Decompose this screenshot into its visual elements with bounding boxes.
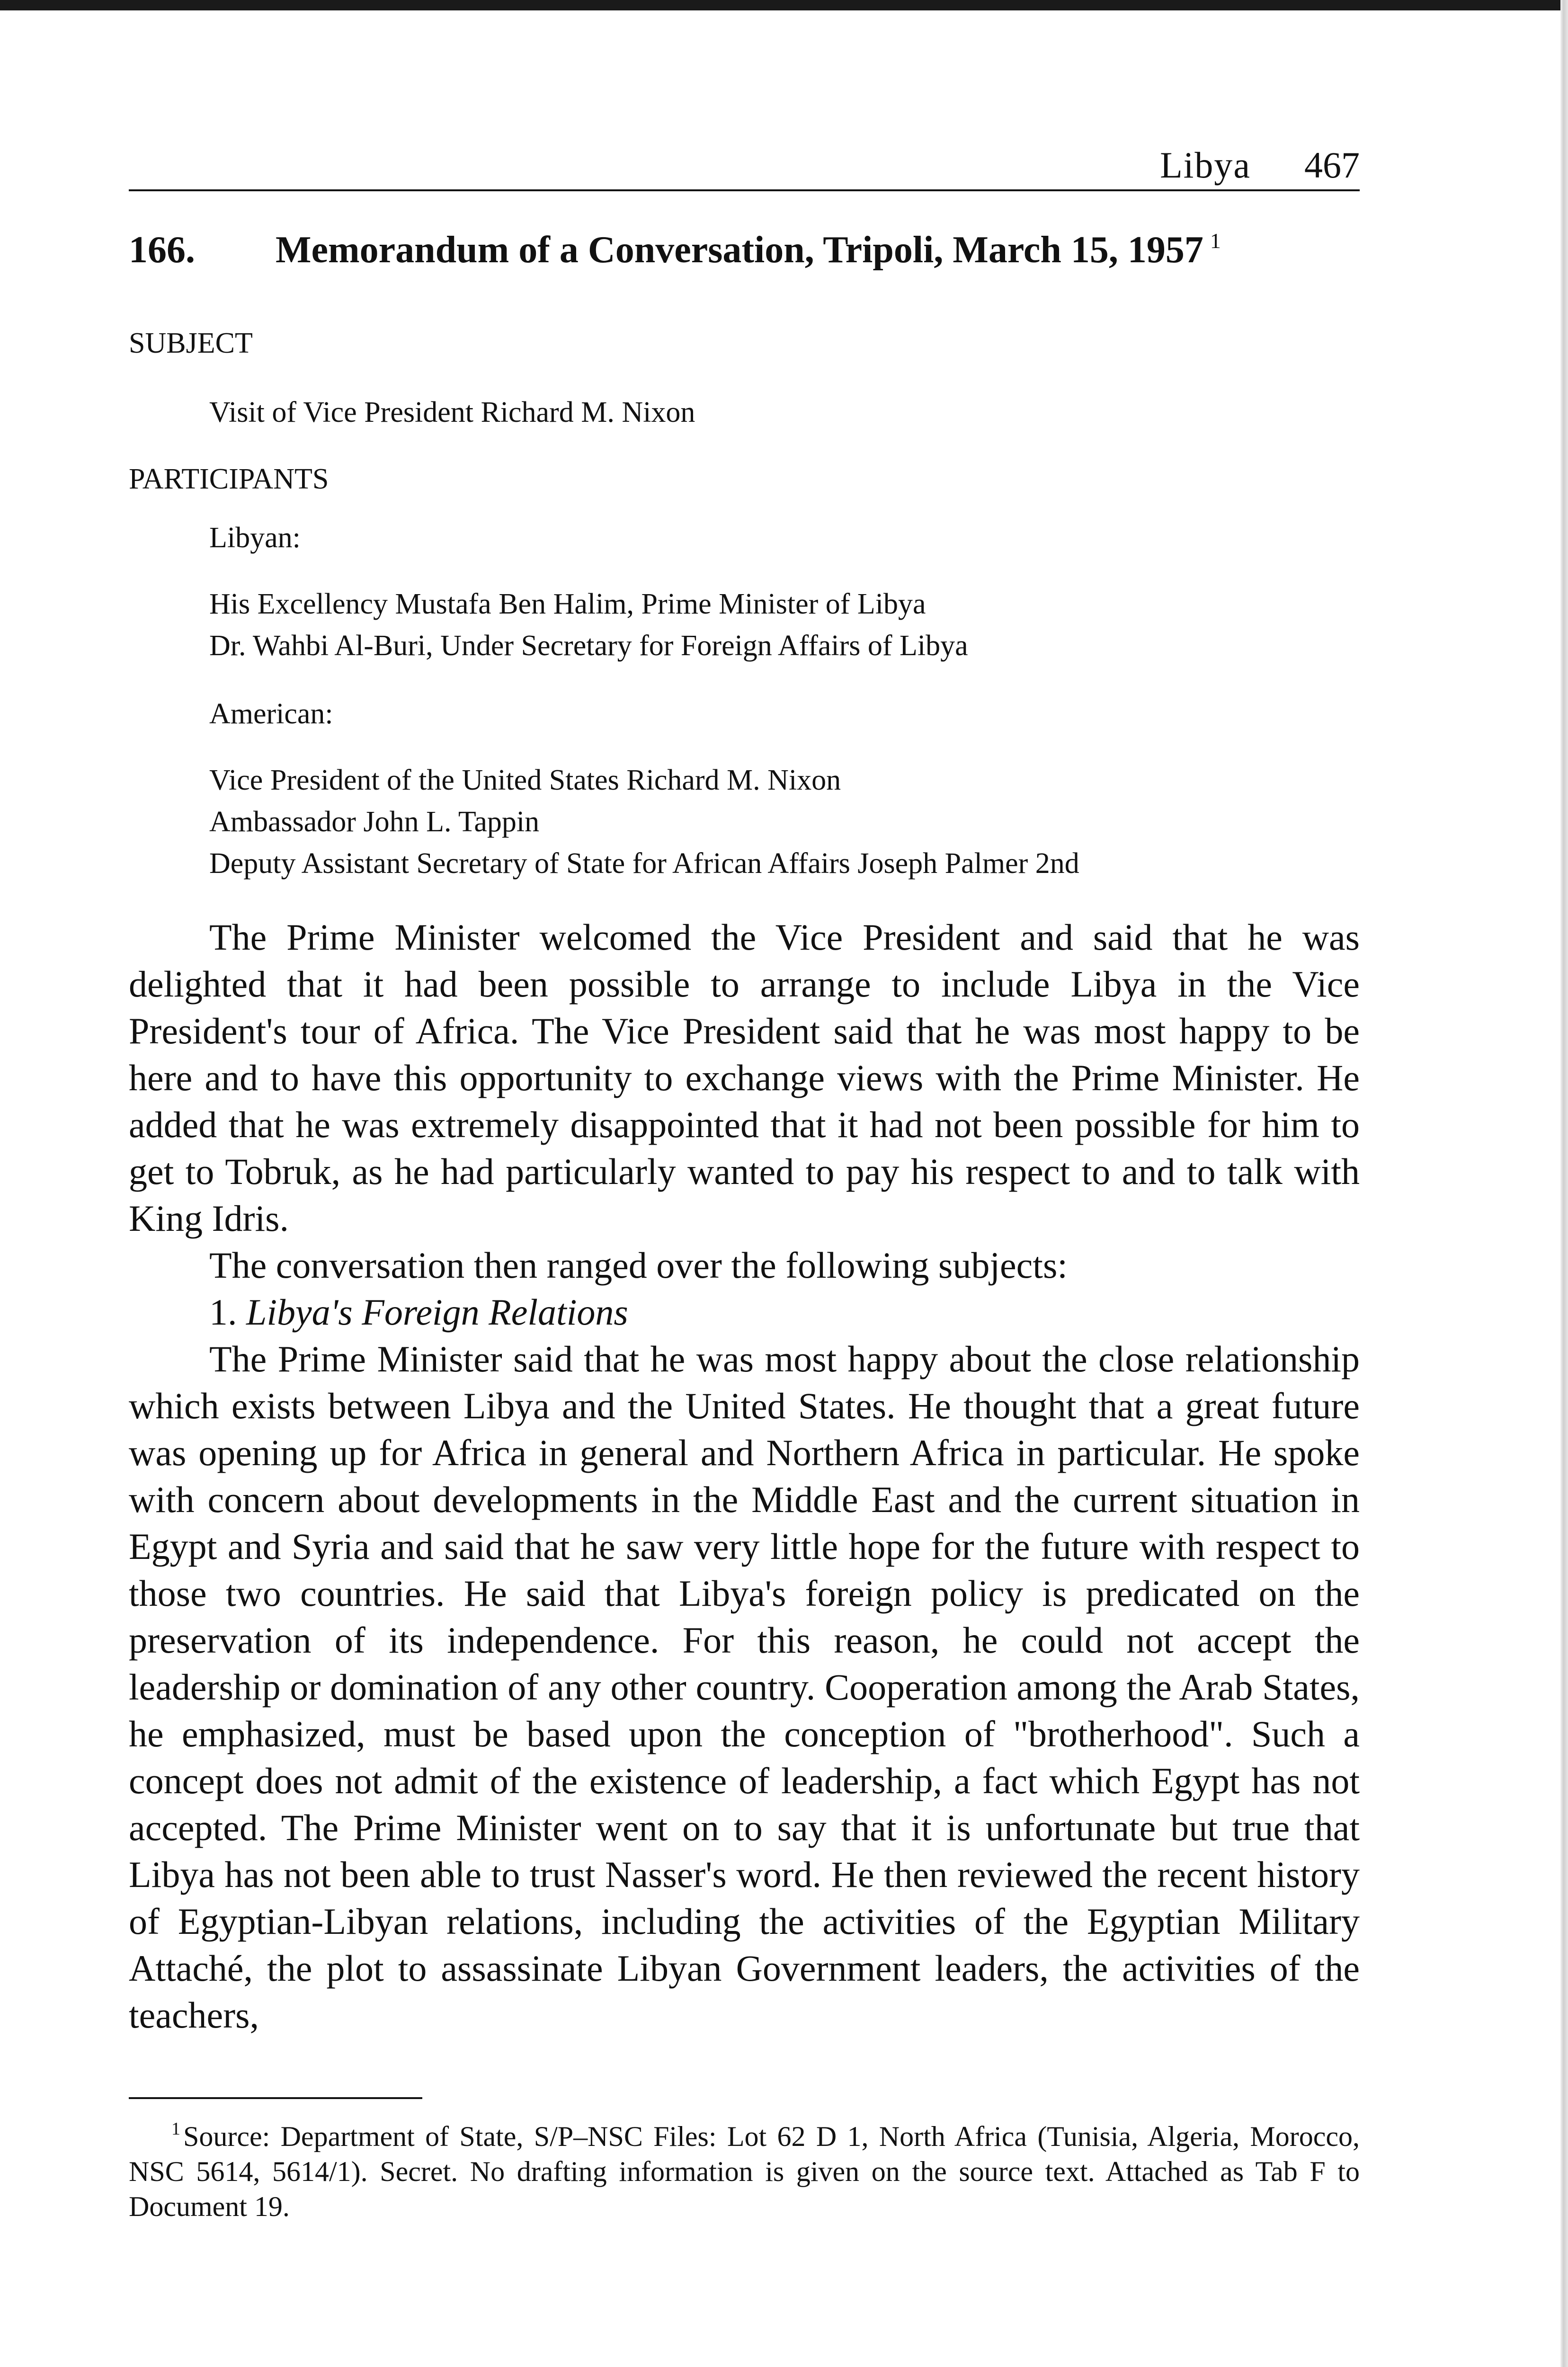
participant-group-american-list: [209, 759, 1360, 884]
paragraph: The conversation then ranged over the following subjects:: [209, 1245, 1068, 1286]
page-number: 467: [1304, 144, 1360, 186]
participant-name: Deputy Assistant Secretary of State for African Affairs Joseph Palmer 2nd: [209, 847, 1079, 880]
document-title: Memorandum of a Conversation, Tripoli, March 15, 1957: [276, 229, 1203, 271]
footnote-text: Source: Department of State, S/P–NSC Files: Lot 62 D 1, North Africa (Tunisia, Algeria, Morocco, NSC 5614, 5614/1). Secret. No drafting information is given on the source text. Attached as Tab F to Document 19.: [129, 2121, 1360, 2222]
section-number: 1.: [209, 1291, 237, 1333]
participant-group-libyan-list: [209, 583, 1360, 667]
document-number: 166.: [129, 229, 195, 271]
participant-group-american-label: American:: [209, 698, 333, 730]
participants-label: PARTICIPANTS: [129, 463, 329, 495]
section-title: Libya's Foreign Relations: [246, 1291, 628, 1333]
running-head-title: Libya: [1160, 144, 1251, 186]
subject-text: Visit of Vice President Richard M. Nixon: [209, 396, 695, 428]
footnote-marker: 1: [171, 2119, 180, 2139]
document-heading: [129, 228, 1360, 272]
subject-label: SUBJECT: [129, 327, 253, 359]
participant-name: Vice President of the United States Richard M. Nixon: [209, 764, 841, 796]
scan-border-right: [1560, 0, 1568, 2367]
paragraph: The Prime Minister said that he was most happy about the close relationship which exists between Libya and the United States. He thought that a great future was opening up for Africa in general and Northern Africa in particular. He spoke with concern about developments in the Middle East and the current situation in Egypt and Syria and said that he saw very little hope for the future with respect to those two countries. He said that Libya's foreign policy is predicated on the preservation of its independence. For this reason, he could not accept the leadership or domination of any other country. Cooperation among the Arab States, he emphasized, must be based upon the conception of "brotherhood". Such a concept does not admit of the existence of leadership, a fact which Egypt has not accepted. The Prime Minister went on to say that it is unfortunate but true that Libya has not been able to trust Nasser's word. He then reviewed the recent history of Egyptian-Libyan relations, including the activities of the Egyptian Military Attaché, the plot to assassinate Libyan Government leaders, the activities of the teachers,: [129, 1338, 1360, 2036]
participant-name: Dr. Wahbi Al-Buri, Under Secretary for Foreign Affairs of Libya: [209, 630, 968, 662]
running-head: [129, 137, 1360, 191]
footnote: [129, 2111, 1360, 2224]
section-heading: [209, 1289, 1360, 1335]
footnote-divider: [129, 2097, 422, 2099]
scan-border-top: [0, 0, 1568, 10]
document-page: [129, 137, 1360, 2224]
participant-name: His Excellency Mustafa Ben Halim, Prime Minister of Libya: [209, 588, 926, 620]
paragraph: The Prime Minister welcomed the Vice President and said that he was delighted that it had been possible to arrange to include Libya in the Vice President's tour of Africa. The Vice President said that he was most happy to be here and to have this opportunity to exchange views with the Prime Minister. He added that he was extremely disappointed that it had not been possible for him to get to Tobruk, as he had particularly wanted to pay his respect to and to talk with King Idris.: [129, 917, 1360, 1239]
body-text: [129, 914, 1360, 2038]
participant-group-libyan-label: Libyan:: [209, 522, 301, 554]
participant-name: Ambassador John L. Tappin: [209, 806, 540, 838]
footnote-reference: 1: [1210, 229, 1221, 253]
